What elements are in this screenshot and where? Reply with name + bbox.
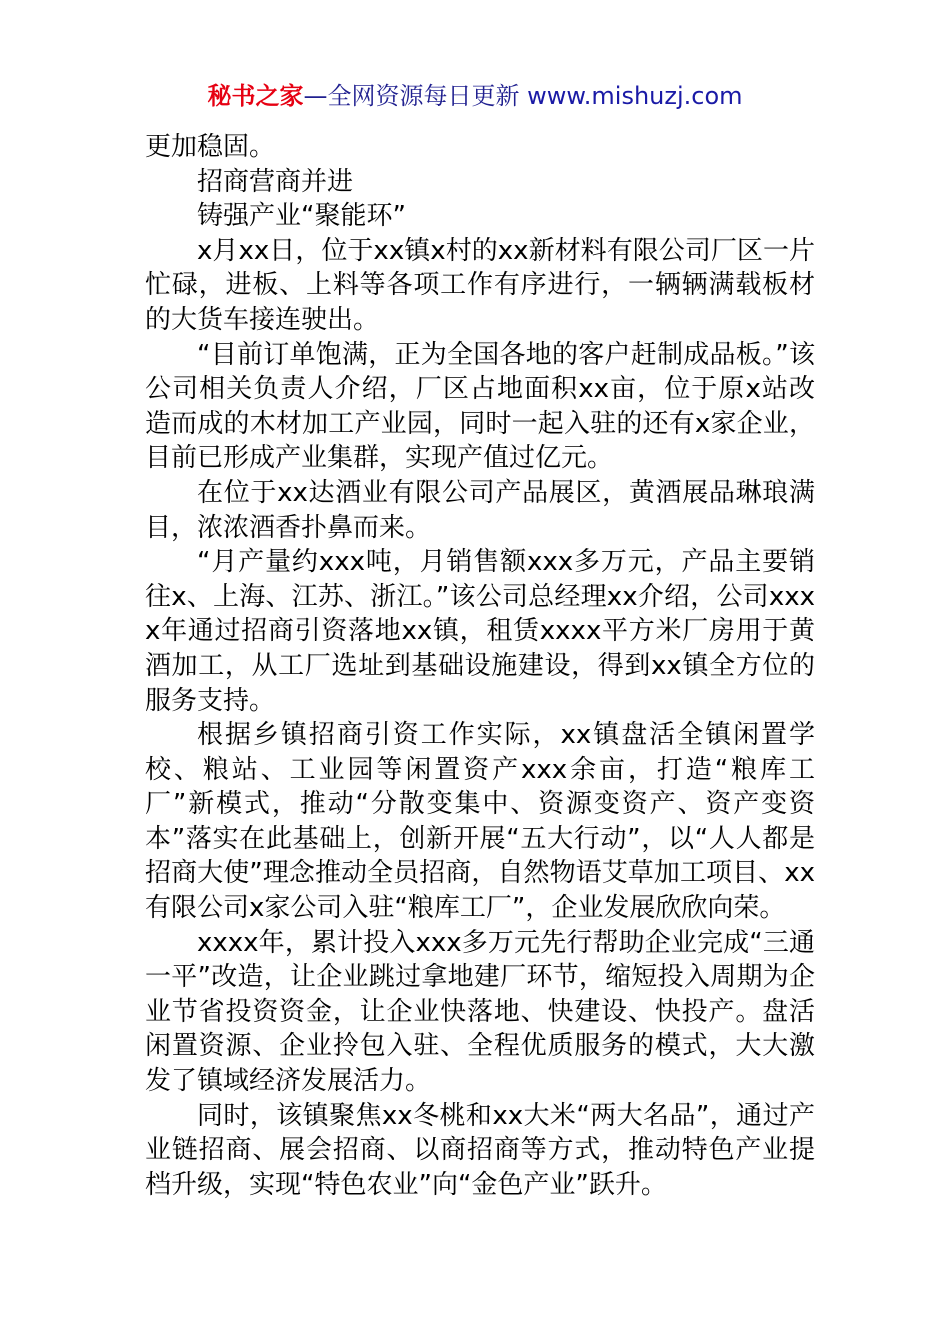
- section-subheading: 铸强产业“聚能环”: [197, 201, 406, 232]
- paragraph: “月产量约xxx吨，月销售额xxx多万元，产品主要销往x、上海、江苏、浙江。”该公司总经理xx介绍，公司xxxx年通过招商引资落地xx镇，租赁xxxx平方米厂房用于黄酒加工，从工厂选址到基础设施建设，得到xx镇全方位的服务支持。: [145, 547, 815, 716]
- section-heading: 招商营商并进: [197, 166, 354, 197]
- site-tagline: —全网资源每日更新: [303, 82, 528, 110]
- paragraph: 同时，该镇聚焦xx冬桃和xx大米“两大名品”，通过产业链招商、展会招商、以商招商等方式，推动特色产业提档升级，实现“特色农业”向“金色产业”跃升。: [145, 1100, 815, 1200]
- paragraph: x月xx日，位于xx镇x村的xx新材料有限公司厂区一片忙碌，进板、上料等各项工作有序进行，一辆辆满载板材的大货车接连驶出。: [145, 235, 815, 335]
- site-header: [0, 80, 950, 112]
- paragraph: 在位于xx达酒业有限公司产品展区，黄酒展品琳琅满目，浓浓酒香扑鼻而来。: [145, 477, 815, 543]
- paragraph: xxxx年，累计投入xxx多万元先行帮助企业完成“三通一平”改造，让企业跳过拿地建厂环节，缩短投入周期为企业节省投资资金，让企业快落地、快建设、快投产。盘活闲置资源、企业拎包入驻、全程优质服务的模式，大大激发了镇域经济发展活力。: [145, 927, 815, 1097]
- paragraph: 根据乡镇招商引资工作实际，xx镇盘活全镇闲置学校、粮站、工业园等闲置资产xxx余亩，打造“粮库工厂”新模式，推动“分散变集中、资源变资产、资产变资本”落实在此基础上，创新开展“五大行动”，以“人人都是招商大使”理念推动全员招商，自然物语艾草加工项目、xx有限公司x家公司入驻“粮库工厂”，企业发展欣欣向荣。: [145, 720, 815, 924]
- paragraph: “目前订单饱满，正为全国各地的客户赶制成品板。”该公司相关负责人介绍，厂区占地面积xx亩，位于原x站改造而成的木材加工产业园，同时一起入驻的还有x家企业，目前已形成产业集群，实现产值过亿元。: [145, 339, 815, 474]
- site-brand: 秘书之家: [207, 82, 304, 110]
- paragraph: 更加稳固。: [145, 132, 276, 162]
- site-url[interactable]: www.mishuzj.com: [527, 82, 743, 110]
- document-body: [145, 130, 815, 1202]
